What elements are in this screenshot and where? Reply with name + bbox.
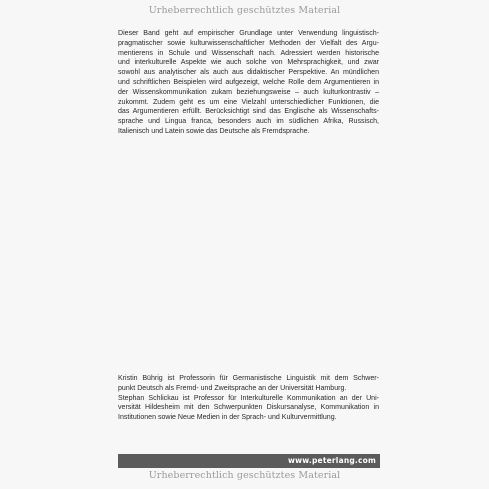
author-bios xyxy=(118,374,379,423)
author-bio-line: Stephan Schlickau ist Professor für Interkulturelle Kommunikation an der Uni- xyxy=(118,394,379,402)
author-bio-line: Kristin Bührig ist Professorin für Germanistische Linguistik mit dem Schwer- xyxy=(118,375,379,382)
description-line: pragmatischer sowie kulturwissenschaftlicher Methoden der Vielfalt des Argu- xyxy=(118,39,379,47)
description-line: mentierens in Schule und Wissenschaft nach. Adressiert werden historische xyxy=(118,49,379,57)
description-line: und schriftlichen Beispielen wird aufgezeigt, welche Rolle dem Argumentieren in xyxy=(118,78,379,86)
description-line: das Argumentieren erfüllt. Berücksichtigt sind das Englische als Wissenschafts- xyxy=(118,108,379,116)
description-line: Dieser Band geht auf empirischer Grundlage unter Verwendung linguistisch- xyxy=(118,30,379,37)
description-line: Italienisch und Latein sowie das Deutsche als Fremdsprache. xyxy=(118,127,310,135)
publisher-footer-bar xyxy=(118,454,380,468)
author-bio-line: punkt Deutsch als Fremd- und Zweitsprache an der Universität Hamburg. xyxy=(118,384,347,392)
copyright-watermark-top: Urheberrechtlich geschütztes Material xyxy=(148,5,341,16)
description-line: der Wissenskommunikation zukam beziehungsweise – auch kulturkontrastiv – xyxy=(118,88,379,96)
description-line: sowohl aus analytischer als auch aus didaktischer Perspektive. An mündlichen xyxy=(118,69,379,77)
description-line: und interkulturelle Aspekte wie auch solche von Mehrsprachigkeit, und zwar xyxy=(118,59,379,67)
description-line: zukommt. Zudem geht es um eine Vielzahl unterschiedlicher Funktionen, die xyxy=(118,98,379,106)
copyright-watermark-bottom: Urheberrechtlich geschütztes Material xyxy=(148,470,341,481)
author-bio-line: Institutionen sowie Neue Medien in der Sprach- und Kulturvermittlung. xyxy=(118,414,337,422)
publisher-url: www.peterlang.com xyxy=(288,456,376,465)
book-description xyxy=(118,29,379,137)
author-bio-line: versität Hildesheim mit den Schwerpunkten Diskursanalyse, Kommunikation in xyxy=(118,404,379,412)
description-line: sprache und Lingua franca, besonders auch im südlichen Afrika, Russisch, xyxy=(118,118,379,126)
